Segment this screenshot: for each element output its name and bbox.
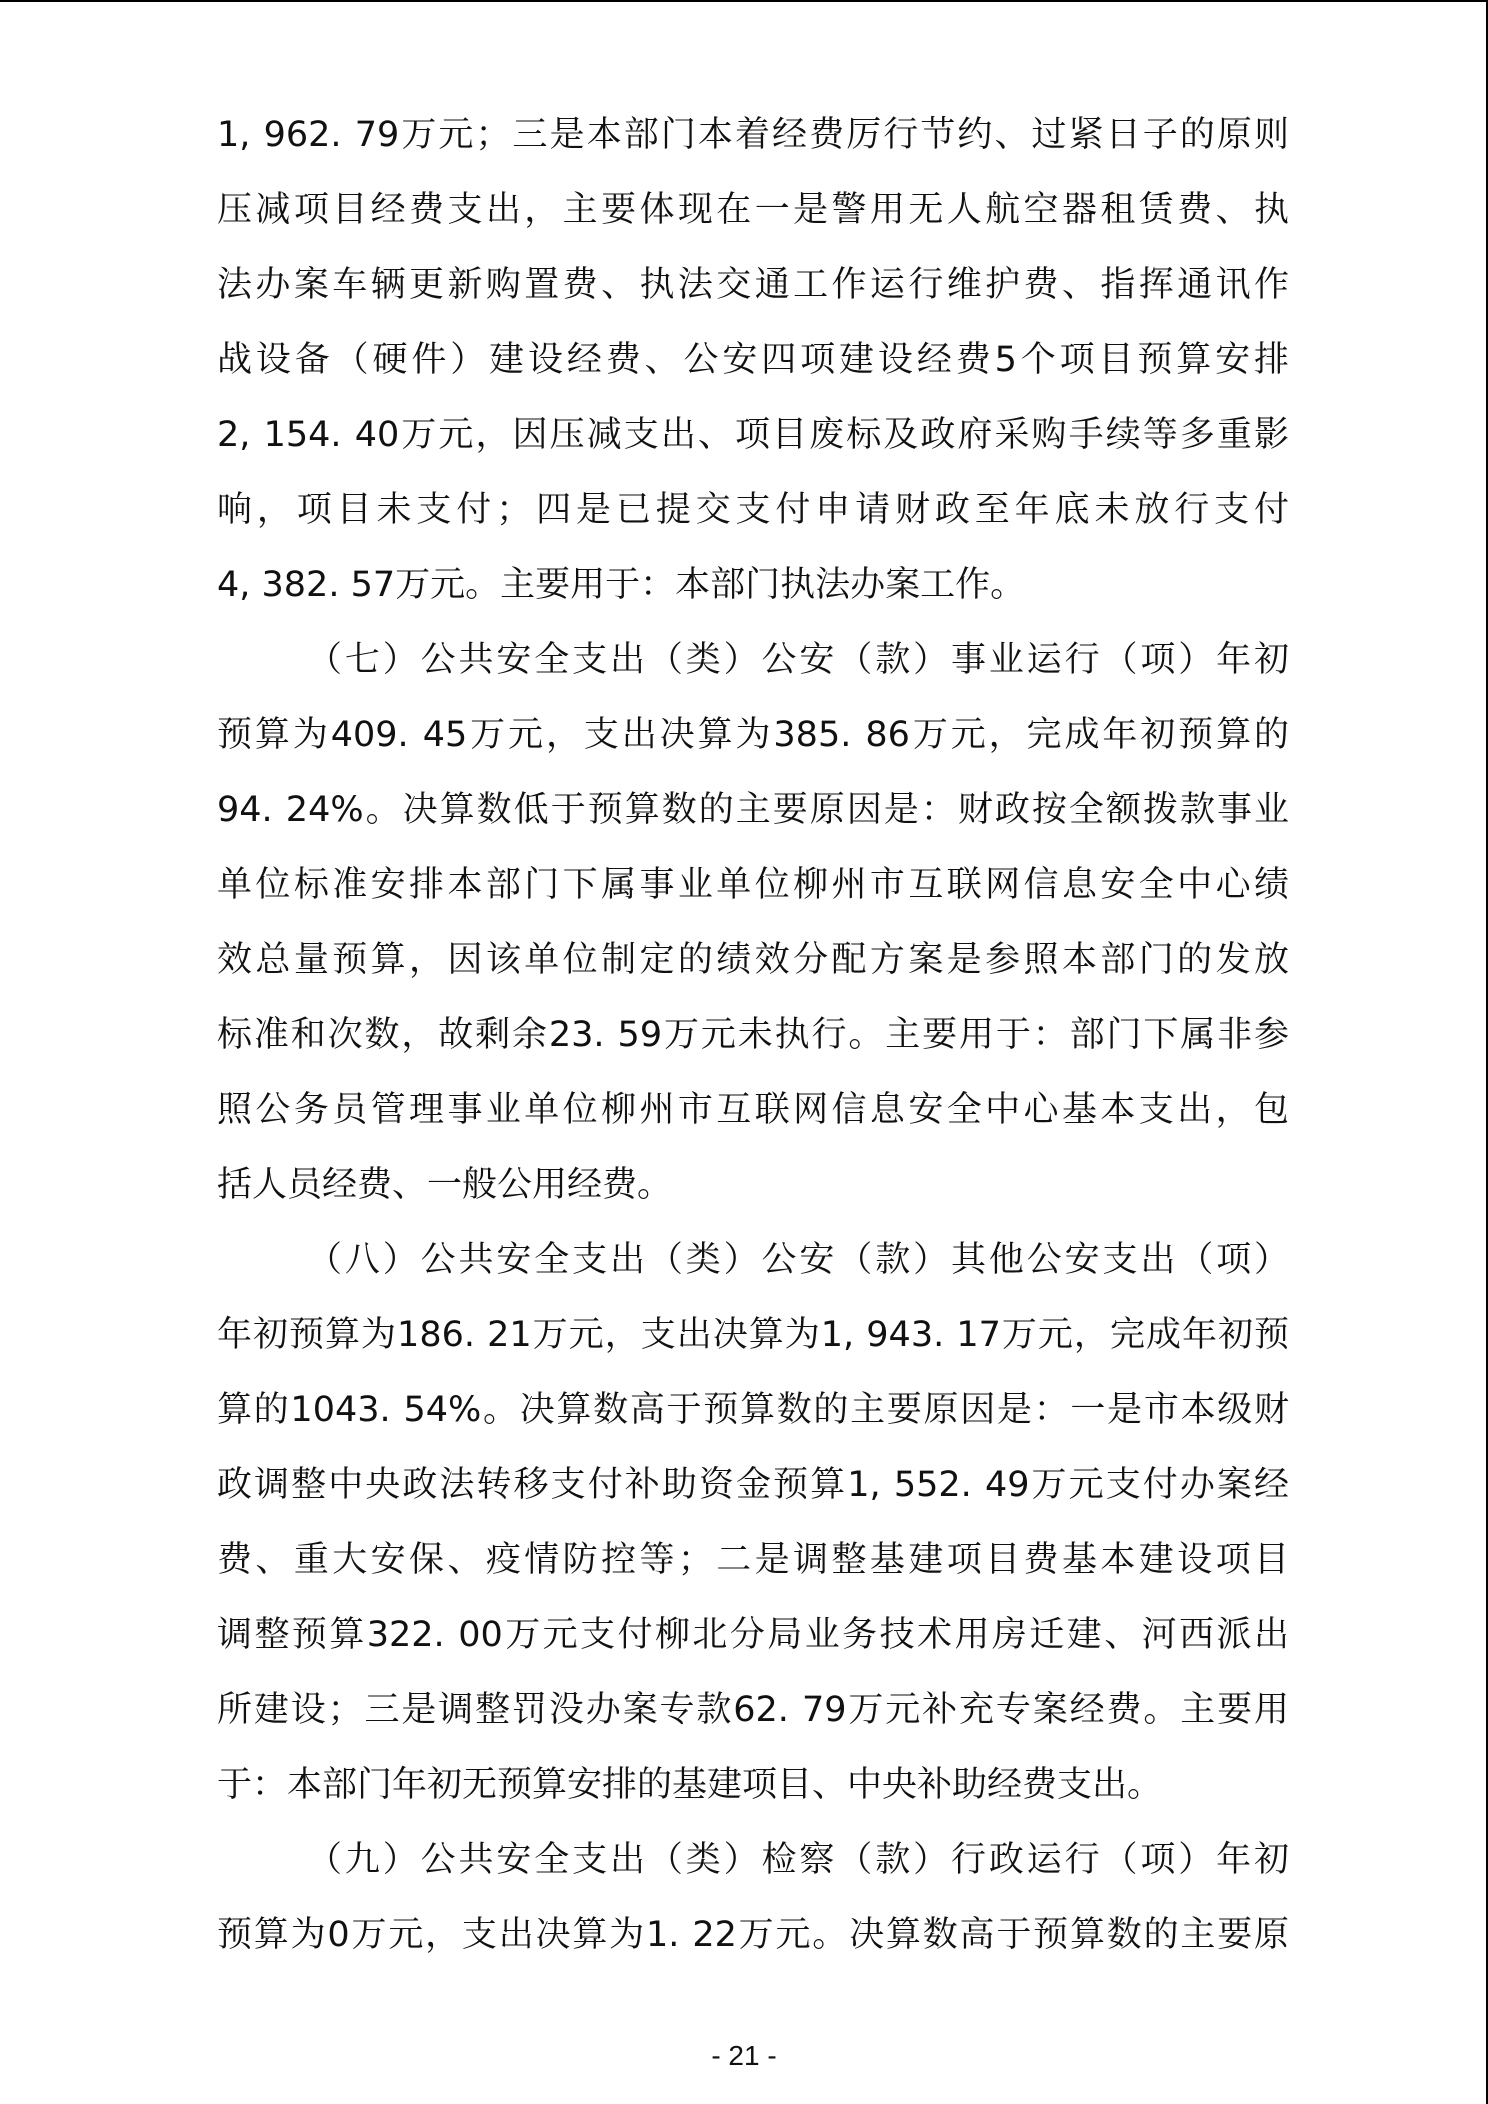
text-line-13: 标准和次数，故剩余23. 59万元未执行。主要用于：部门下属非参 bbox=[217, 1015, 1289, 1055]
text-line-19: 政调整中央政法转移支付补助资金预算1, 552. 49万元支付办案经 bbox=[217, 1465, 1289, 1505]
text-line-10: 94. 24%。决算数低于预算数的主要原因是：财政按全额拨款事业 bbox=[217, 790, 1289, 830]
text-line-7: 4, 382. 57万元。主要用于：本部门执法办案工作。 bbox=[217, 565, 1026, 605]
document-body bbox=[217, 98, 1289, 1973]
section-heading-9: （九）公共安全支出（类）检察（款）行政运行（项）年初 bbox=[307, 1840, 1289, 1880]
text-line-4: 战设备（硬件）建设经费、公安四项建设经费5个项目预算安排 bbox=[217, 340, 1289, 380]
text-line-25: 预算为0万元，支出决算为1. 22万元。决算数高于预算数的主要原 bbox=[217, 1915, 1289, 1955]
text-line-18: 算的1043. 54%。决算数高于预算数的主要原因是：一是市本级财 bbox=[217, 1390, 1289, 1430]
text-line-2: 压减项目经费支出，主要体现在一是警用无人航空器租赁费、执 bbox=[217, 190, 1289, 230]
text-line-3: 法办案车辆更新购置费、执法交通工作运行维护费、指挥通讯作 bbox=[217, 265, 1289, 305]
text-line-11: 单位标准安排本部门下属事业单位柳州市互联网信息安全中心绩 bbox=[217, 865, 1289, 905]
text-line-17: 年初预算为186. 21万元，支出决算为1, 943. 17万元，完成年初预 bbox=[217, 1315, 1289, 1355]
section-heading-8: （八）公共安全支出（类）公安（款）其他公安支出（项） bbox=[307, 1240, 1289, 1280]
section-heading-7: （七）公共安全支出（类）公安（款）事业运行（项）年初 bbox=[307, 640, 1289, 680]
page-number: - 21 - bbox=[711, 2040, 777, 2071]
text-line-23: 于：本部门年初无预算安排的基建项目、中央补助经费支出。 bbox=[217, 1765, 1163, 1805]
text-line-5: 2, 154. 40万元，因压减支出、项目废标及政府采购手续等多重影 bbox=[217, 415, 1289, 455]
text-line-20: 费、重大安保、疫情防控等；二是调整基建项目费基本建设项目 bbox=[217, 1540, 1289, 1580]
text-line-21: 调整预算322. 00万元支付柳北分局业务技术用房迁建、河西派出 bbox=[217, 1615, 1289, 1655]
text-line-12: 效总量预算，因该单位制定的绩效分配方案是参照本部门的发放 bbox=[217, 940, 1289, 980]
text-line-1: 1, 962. 79万元；三是本部门本着经费厉行节约、过紧日子的原则 bbox=[217, 115, 1289, 155]
text-line-6: 响，项目未支付；四是已提交支付申请财政至年底未放行支付 bbox=[217, 490, 1289, 530]
page-top-border bbox=[0, 0, 1488, 2]
text-line-9: 预算为409. 45万元，支出决算为385. 86万元，完成年初预算的 bbox=[217, 715, 1289, 755]
text-line-14: 照公务员管理事业单位柳州市互联网信息安全中心基本支出，包 bbox=[217, 1090, 1289, 1130]
text-line-15: 括人员经费、一般公用经费。 bbox=[217, 1165, 673, 1205]
text-line-22: 所建设；三是调整罚没办案专款62. 79万元补充专案经费。主要用 bbox=[217, 1690, 1289, 1730]
